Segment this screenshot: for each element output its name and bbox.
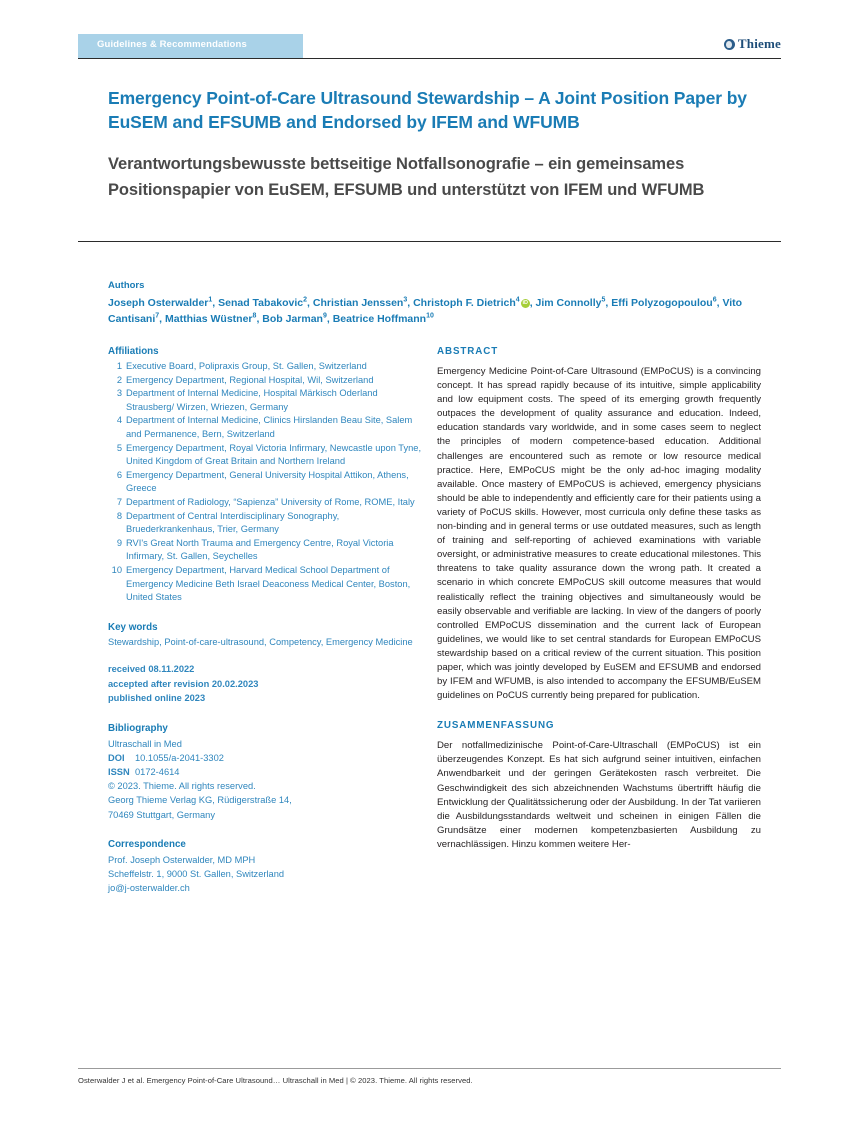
author-affiliation-marker: 10 (426, 312, 434, 320)
orcid-icon[interactable]: iD (522, 300, 528, 306)
affiliation-number: 2 (116, 374, 122, 385)
affiliation-row (108, 537, 426, 564)
affiliation-number: 3 (116, 388, 122, 399)
affiliation-text: Emergency Department, Harvard Medical School Department of Emergency Medicine Beth Israel Deaconess Medical Center, Boston, United States (126, 564, 411, 603)
authors-list: Joseph Osterwalder$^1$, Senad Tabakovic$^2$, Christian Jenssen$^3$, Christoph F. Dietrich$^4$ iD , Jim Connolly$^5$, Effi Polyzogopoulou$^6$, Vito Cantisani$^7$, Matthias Wüstner$^8$, Bob Jarman$^9$, Beatrice Hoffmann$^{10}$ (108, 296, 743, 325)
bibliography-journal: Ultraschall in Med (108, 738, 182, 749)
author-name: Joseph Osterwalder (108, 297, 209, 309)
affiliation-row (108, 414, 426, 441)
affiliation-row (108, 387, 426, 414)
zusammenfassung-body: Der notfallmedizinische Point-of-Care-Ultraschall (EMPoCUS) ist ein überzeugendes Konzept. Es hat sich aufgrund seiner intuitiven, einfachen Anwendbarkeit und der geringen Gerätekosten rasch verbreitet. Die Geschwindigkeit des sich abzeichnenden Wachstums übertrifft häufig die Entwicklung der Qualitätssicherung oder der Ausbildung. In der Tat variieren die Ausbildungsstandards weltweit und scheinen in einigen Fällen die Grundsätze einer modernen kompetenzbasierten Ausbildung zu vernachlässigen. Hinzu kommen weitere Her- (437, 740, 761, 850)
authors-block (108, 280, 783, 327)
title-divider (78, 241, 781, 242)
abstract-body: Emergency Medicine Point-of-Care Ultrasound (EMPoCUS) is a convincing concept. It has spread rapidly because of its intuitive, simple applicability and low equipment costs. The speed of its emerging growth frequently outpaces the development of quality assurance and education. Indeed, education standards vary worldwide, and in some cases seem to neglect the principles of modern competence-based education. Additional challenges are encountered such as remote or low resource medical practice. Here, EMPoCUS might be the only ad-hoc imaging modality available. Once mastery of EMPoCUS is achieved, emergency physicians should be able to independently and efficiently care for their patients using a variety of PoCUS skills. However, most curricula only define these tasks as non-binding and in general terms or use outdated measures, such as length of training and self-reporting of achieved examinations with variable oversight, or administrative measures to create educational milestones. This threatens to take quality assurance down the wrong path. It created a scenario in which concrete EMPoCUS skill outcome measures that would realistically reflect the training objectives and simultaneously would be easily observable and verifiable are lacking. In view of the dangers of poorly controlled EMPoCUS dissemination and the current lack of European guidelines, we would like to set central standards for European EMPoCUS stewardship based on a critical review of the current situation. This position paper, which was jointly developed by EuSEM and EFSUMB and endorsed by IFEM and WFUMB, is also intended to accompany the EFSUMB/EuSEM guidelines on PoCUS currently being prepared for publication. (437, 366, 761, 702)
keywords-text: Stewardship, Point-of-care-ultrasound, Competency, Emergency Medicine (108, 636, 413, 647)
author-name: Vito Cantisani (108, 297, 743, 325)
metadata-column (108, 346, 426, 895)
affiliation-number: 6 (116, 469, 122, 480)
affiliation-number: 8 (116, 510, 122, 521)
affiliation-number: 4 (116, 415, 122, 426)
affiliations-heading: Affiliations (108, 346, 159, 357)
affiliation-text: Emergency Department, General University Hospital Attikon, Athens, Greece (126, 469, 409, 494)
published-label: published online (108, 693, 182, 704)
affiliation-row (108, 360, 426, 374)
author-name: Effi Polyzogopoulou (611, 297, 713, 309)
published-row (108, 691, 426, 705)
authors-heading: Authors (108, 280, 145, 291)
affiliation-row (108, 469, 426, 496)
affiliation-text: Department of Radiology, “Sapienza” University of Rome, ROME, Italy (126, 496, 415, 507)
correspondence-email[interactable]: jo@j-osterwalder.ch (108, 883, 190, 894)
accepted-label: accepted after revision (108, 678, 210, 689)
author-name: Bob Jarman (262, 313, 323, 325)
page-title-german: Verantwortungsbewusste bettseitige Notfallsonografie – ein gemeinsames Positionspapier von EuSEM, EFSUMB und unterstützt von IFEM und WFUMB (108, 155, 705, 199)
bibliography-issn-row (108, 765, 426, 779)
correspondence-name: Prof. Joseph Osterwalder, MD MPH (108, 854, 256, 865)
author-affiliation-marker: 5 (601, 296, 606, 304)
publisher-address-line-2: 70469 Stuttgart, Germany (108, 809, 215, 820)
affiliation-row (108, 510, 426, 537)
abstract-heading: ABSTRACT (437, 346, 499, 357)
author-affiliation-marker: 9 (322, 312, 327, 320)
author-name: Senad Tabakovic (218, 297, 304, 309)
thieme-globe-icon (724, 39, 735, 50)
accepted-value: 20.02.2023 (211, 678, 259, 689)
author-name: Christian Jenssen (312, 297, 404, 309)
bibliography-heading: Bibliography (108, 722, 168, 734)
received-row (108, 662, 426, 676)
author-affiliation-marker: 4 (515, 296, 520, 304)
issn-label: ISSN (108, 766, 130, 777)
author-name: Beatrice Hoffmann (332, 313, 427, 325)
issn-value: 0172-4614 (135, 766, 180, 777)
zusammenfassung-heading: ZUSAMMENFASSUNG (437, 720, 555, 732)
author-affiliation-marker: 2 (303, 296, 308, 304)
affiliation-number: 1 (116, 361, 122, 371)
affiliation-row (108, 496, 426, 510)
affiliation-number: 9 (116, 537, 122, 548)
affiliation-text: Executive Board, Polipraxis Group, St. Gallen, Switzerland (126, 361, 367, 371)
author-name: Matthias Wüstner (165, 313, 253, 325)
author-affiliation-marker: 6 (712, 296, 717, 304)
affiliation-number: 10 (111, 564, 122, 575)
affiliation-row (108, 374, 426, 388)
affiliation-text: Department of Internal Medicine, Hospital Märkisch Oderland Strausberg/ Wirzen, Wriezen, Germany (126, 388, 378, 412)
received-value: 08.11.2022 (148, 664, 195, 675)
keywords-heading: Key words (108, 621, 158, 633)
affiliation-text: RVI's Great North Trauma and Emergency Centre, Royal Victoria Infirmary, St. Gallen, Seychelles (126, 537, 394, 562)
bibliography-doi-row (108, 751, 426, 765)
publisher-logo (724, 36, 781, 52)
publisher-address-line-1: Georg Thieme Verlag KG, Rüdigerstraße 14, (108, 795, 292, 806)
copyright-line: © 2023. Thieme. All rights reserved. (108, 781, 256, 792)
title-block (108, 86, 783, 203)
correspondence-heading: Correspondence (108, 838, 186, 850)
publisher-name: Thieme (737, 36, 781, 51)
affiliation-row (108, 564, 426, 605)
author-affiliation-marker: 1 (208, 296, 213, 304)
author-affiliation-marker: 7 (155, 312, 160, 320)
section-banner (78, 34, 303, 58)
affiliations-list (108, 360, 426, 605)
author-affiliation-marker: 8 (252, 312, 257, 320)
dates-block (108, 662, 426, 705)
affiliation-number: 7 (116, 496, 122, 507)
affiliation-text: Department of Central Interdisciplinary Sonography, Bruederkrankenhaus, Trier, Germany (126, 510, 340, 535)
accepted-row (108, 677, 426, 691)
received-label: received (108, 664, 146, 675)
page-title-english: Emergency Point-of-Care Ultrasound Stewardship – A Joint Position Paper by EuSEM and EFSUMB and Endorsed by IFEM and WFUMB (108, 88, 747, 132)
affiliation-number: 5 (116, 442, 122, 453)
affiliation-text: Emergency Department, Royal Victoria Infirmary, Newcastle upon Tyne, United Kingdom of Great Britain and Northern Ireland (126, 442, 422, 467)
doi-label: DOI (108, 752, 125, 763)
published-value: 2023 (184, 693, 206, 704)
footer-divider (78, 1068, 781, 1069)
affiliation-row (108, 442, 426, 469)
affiliation-text: Emergency Department, Regional Hospital, Wil, Switzerland (126, 374, 374, 385)
doi-value[interactable]: 10.1055/a-2041-3302 (135, 752, 224, 763)
author-affiliation-marker: 3 (403, 296, 408, 304)
correspondence-address: Scheffelstr. 1, 9000 St. Gallen, Switzerland (108, 868, 285, 879)
author-name: Christoph F. Dietrich (413, 297, 516, 309)
affiliation-text: Department of Internal Medicine, Clinics Hirslanden Beau Site, Salem and Permanence, Bern, Switzerland (126, 415, 413, 439)
section-banner-label: Guidelines & Recommendations (97, 39, 247, 50)
header-divider (78, 58, 781, 59)
footer-citation: Osterwalder J et al. Emergency Point-of-Care Ultrasound… Ultraschall in Med | © 2023. Thieme. All rights reserved. (78, 1076, 473, 1085)
author-name: Jim Connolly (535, 297, 602, 309)
abstract-column (437, 346, 761, 852)
